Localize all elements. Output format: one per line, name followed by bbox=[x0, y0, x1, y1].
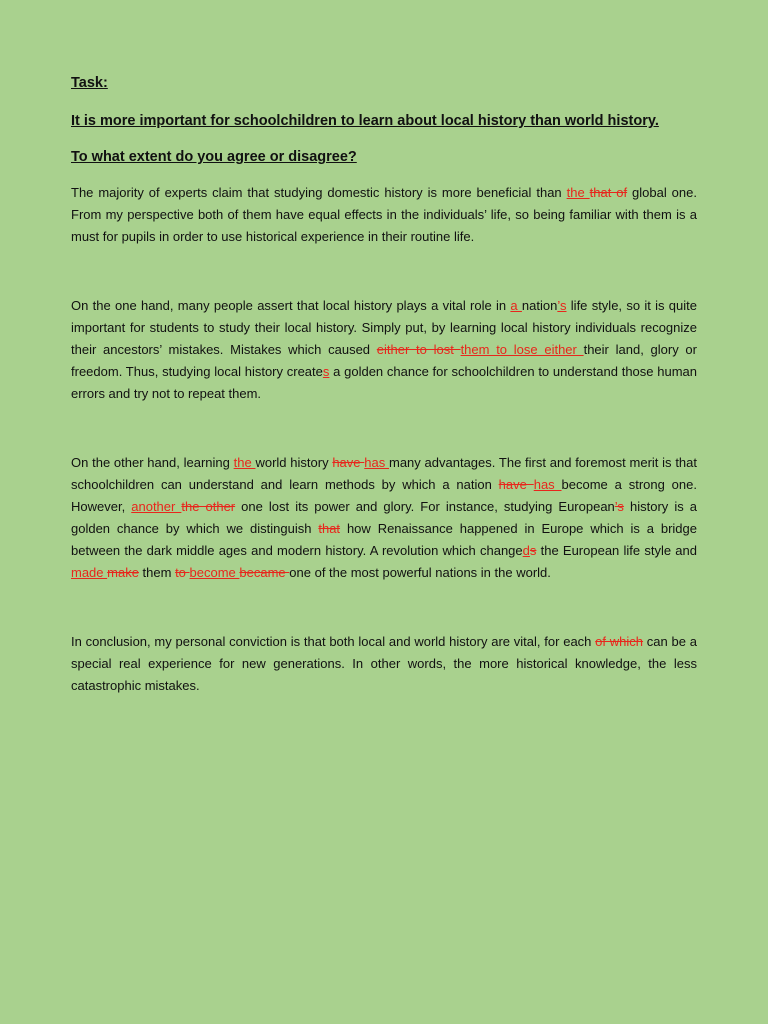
body-text: one of the most powerful nations in the world. bbox=[289, 565, 551, 580]
body-text: global one. From my perspective both of them have equal effects in the individuals’ life, so being familiar with them is a must for pupils in order to use historical experience in their routine life. bbox=[71, 185, 697, 244]
body-text: life style, so it is quite important for students to study their local history. Simply put, by learning local history individuals recognize their ancestors’ mistakes. Mistakes which caused bbox=[71, 298, 697, 357]
inserted-text: the bbox=[233, 455, 256, 470]
deleted-text: have bbox=[498, 477, 534, 492]
deleted-text: have bbox=[332, 455, 365, 470]
deleted-text: that bbox=[318, 521, 341, 536]
inserted-text: made bbox=[71, 565, 108, 580]
body-text: one lost its power and glory. For instance, studying European bbox=[235, 499, 615, 514]
body-text: the European life style and bbox=[536, 543, 697, 558]
paragraph-introduction bbox=[71, 182, 697, 248]
inserted-text: become bbox=[189, 565, 240, 580]
paragraph-body-2 bbox=[71, 452, 697, 584]
body-text: can be a special real experience for new generations. In other words, the more historical knowledge, the less catastrophic mistakes. bbox=[71, 634, 697, 693]
deleted-text: became bbox=[239, 565, 290, 580]
paragraph-conclusion bbox=[71, 631, 697, 697]
deleted-text: the other bbox=[181, 499, 236, 514]
inserted-text: has bbox=[364, 455, 389, 470]
body-text: many advantages. The first and foremost merit is that schoolchildren can understand and learn methods by which a nation bbox=[71, 455, 697, 492]
body-text: how Renaissance happened in Europe which is a bridge between the dark middle ages and modern history. A revolution which change bbox=[71, 521, 697, 558]
deleted-text: that of bbox=[589, 185, 628, 200]
inserted-text: ’s bbox=[557, 298, 567, 313]
paragraph-body-1 bbox=[71, 295, 697, 405]
body-text: history is a golden chance by which we distinguish bbox=[71, 499, 697, 536]
deleted-text: make bbox=[107, 565, 139, 580]
inserted-text: s bbox=[322, 364, 330, 379]
deleted-text: s bbox=[529, 543, 537, 558]
body-text: become a strong one. However, bbox=[71, 477, 697, 514]
deleted-text: either to lost bbox=[376, 342, 461, 357]
task-label: Task: bbox=[71, 75, 108, 91]
body-text: The majority of experts claim that studying domestic history is more beneficial than bbox=[71, 185, 567, 200]
essay-question: To what extent do you agree or disagree? bbox=[71, 149, 357, 165]
deleted-text: ’s bbox=[614, 499, 624, 514]
inserted-text: them to lose either bbox=[460, 342, 584, 357]
body-text: world history bbox=[255, 455, 333, 470]
essay-title: It is more important for schoolchildren to learn about local history than world history. bbox=[71, 113, 659, 129]
inserted-text: has bbox=[533, 477, 562, 492]
body-text: a golden chance for schoolchildren to understand those human errors and try not to repeat them. bbox=[71, 364, 697, 401]
inserted-text: a bbox=[510, 298, 522, 313]
deleted-text: to bbox=[175, 565, 190, 580]
body-text: On the one hand, many people assert that local history plays a vital role in bbox=[71, 298, 511, 313]
inserted-text: another bbox=[131, 499, 182, 514]
body-text: their land, glory or freedom. Thus, studying local history create bbox=[71, 342, 697, 379]
body-text: On the other hand, learning bbox=[71, 455, 234, 470]
body-text: nation bbox=[521, 298, 558, 313]
inserted-text: the bbox=[566, 185, 590, 200]
body-text: In conclusion, my personal conviction is that both local and world history are vital, for each bbox=[71, 634, 596, 649]
deleted-text: of which bbox=[595, 634, 644, 649]
body-text: them bbox=[138, 565, 176, 580]
inserted-text: d bbox=[522, 543, 530, 558]
